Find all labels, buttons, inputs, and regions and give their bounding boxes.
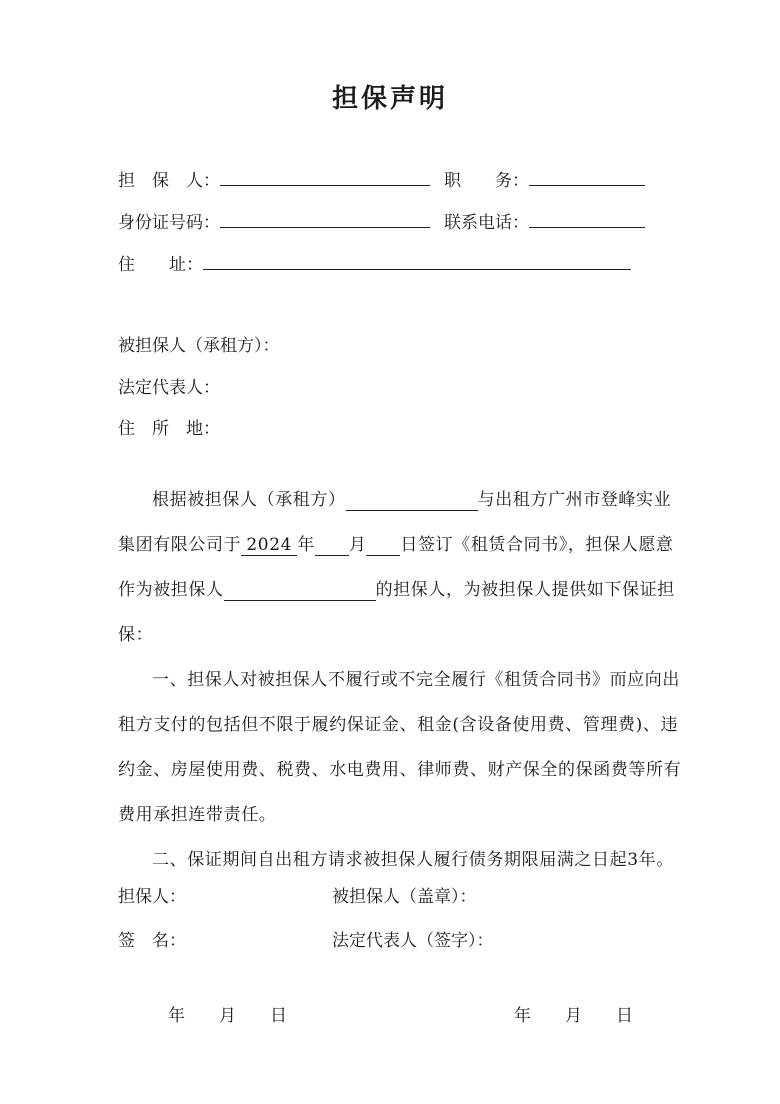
paragraph-1 (118, 478, 688, 658)
guaranteed-party-label: 被担保人（承租方）： (118, 336, 280, 356)
sign-name-label: 签 名： (118, 931, 186, 951)
p1-month: 月 (348, 535, 367, 555)
phone-field[interactable] (529, 213, 645, 228)
address-row (118, 250, 631, 275)
guaranteed-party-blank[interactable] (224, 580, 376, 601)
year-value[interactable]: 2024 (241, 535, 297, 556)
address-label: 住 址： (118, 255, 203, 275)
position-label: 职 务： (444, 171, 529, 191)
id-number-row (118, 208, 430, 233)
date-right: 年 月 日 (514, 1006, 633, 1026)
document-title: 担保声明 (331, 84, 448, 114)
guarantor-name-label: 担 保 人： (118, 171, 220, 191)
id-number-field[interactable] (220, 213, 430, 228)
p3-text: 二、保证期间自出租方请求被担保人履行债务期限届满之日起3年。 (152, 850, 674, 870)
address-field[interactable] (203, 255, 631, 270)
guarantor-name-row (118, 166, 430, 191)
guarantor-name-field[interactable] (220, 171, 430, 186)
guaranteed-name-blank[interactable] (346, 490, 478, 511)
position-field[interactable] (529, 171, 645, 186)
p1-year: 年 (297, 535, 315, 555)
p1-text-c: 日签订《租赁合同书》，担保人愿意作为被担保人 (118, 535, 674, 600)
legal-rep-label: 法定代表人： (118, 378, 220, 398)
date-left: 年 月 日 (168, 1006, 287, 1026)
phone-row (444, 208, 645, 233)
guarantor-signature-label: 担保人： (118, 887, 186, 907)
day-blank[interactable] (366, 535, 400, 556)
p2-text: 一、担保人对被担保人不履行或不完全履行《租赁合同书》而应向出租方支付的包括但不限于履约保证金、租金(含设备使用费、管理费)、违约金、房屋使用费、税费、水电费用、律师费、财产保全的保函费等所有费用承担连带责任。 (118, 670, 682, 825)
position-row (444, 166, 645, 191)
statement-body (118, 478, 688, 883)
domicile-label: 住 所 地： (118, 419, 220, 439)
id-number-label: 身份证号码： (118, 213, 220, 233)
p1-text-a: 根据被担保人（承租方） (152, 490, 346, 510)
phone-label: 联系电话： (444, 213, 529, 233)
paragraph-2 (118, 658, 688, 838)
p1-text-b: 与出租方广州市登峰实业集团有限公司于 (118, 490, 672, 555)
paragraph-3 (118, 838, 688, 883)
legal-rep-signature-label: 法定代表人（签字）： (332, 931, 494, 951)
month-blank[interactable] (315, 535, 349, 556)
guaranteed-seal-label: 被担保人（盖章）： (332, 887, 477, 907)
p1-text-d: 的担保人，为被担保人提供如下保证担保： (118, 580, 675, 645)
